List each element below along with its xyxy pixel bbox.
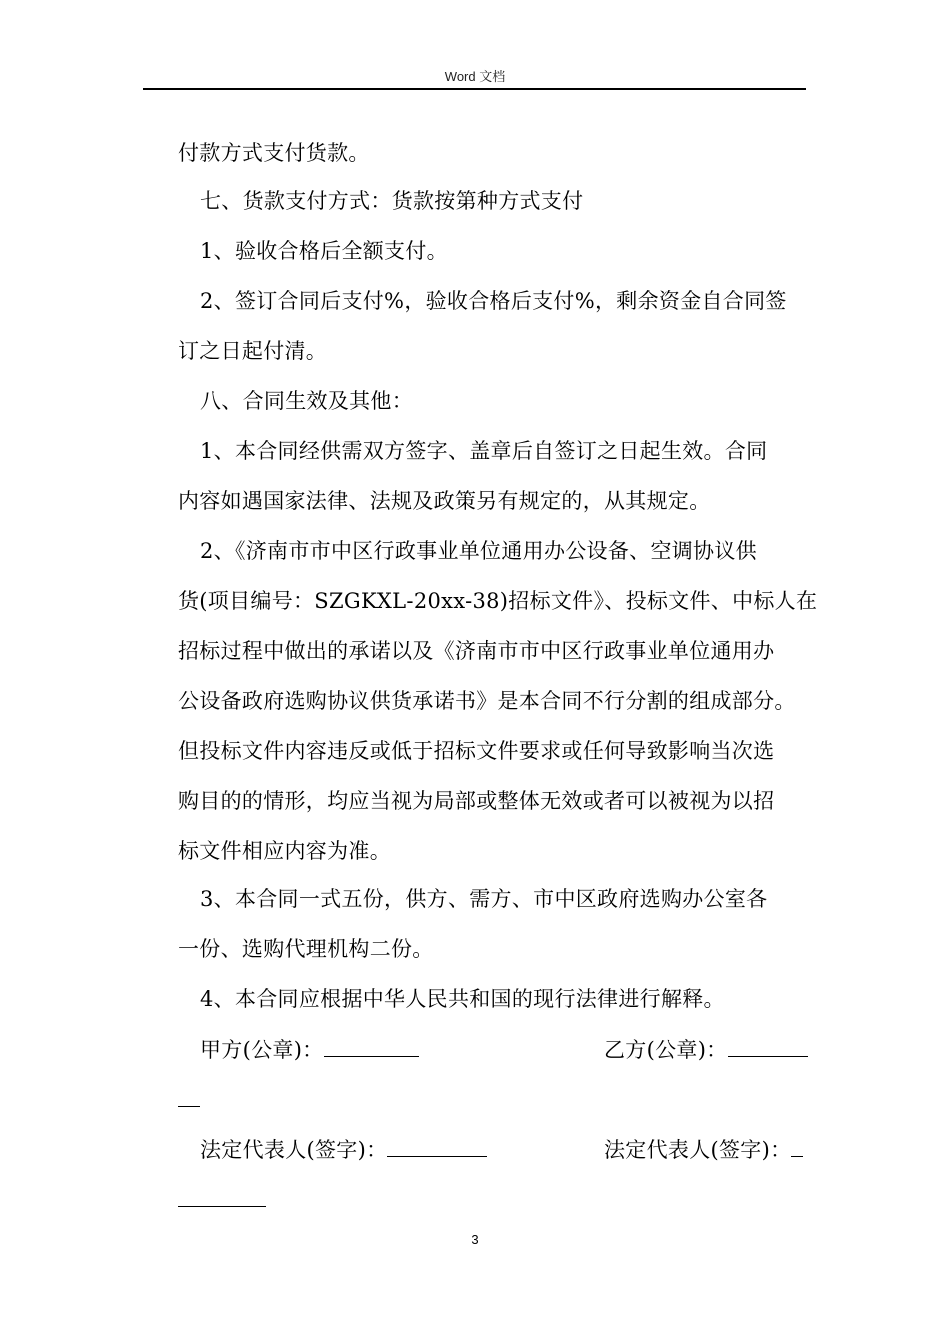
paragraph-line: 4、本合同应根据中华人民共和国的现行法律进行解释。 (200, 987, 725, 1011)
rep-b-signature-blank (791, 1134, 803, 1157)
rep-b-signature-blank-wrap (178, 1184, 266, 1207)
party-b-seal-blank (728, 1034, 808, 1057)
paragraph-line: 公设备政府选购协议供货承诺书》是本合同不行分割的组成部分。 (178, 689, 796, 713)
header-divider (143, 88, 806, 90)
rep-b-signature-blank-continued (178, 1184, 266, 1215)
party-a-seal-field (200, 1034, 419, 1065)
party-b-seal-blank-continued (178, 1084, 200, 1115)
paragraph-line: 2、《济南市市中区行政事业单位通用办公设备、空调协议供 (200, 539, 757, 563)
rep-a-signature-blank (387, 1134, 487, 1157)
paragraph-line: 内容如遇国家法律、法规及政策另有规定的，从其规定。 (178, 489, 711, 513)
paragraph-line: 招标过程中做出的承诺以及《济南市市中区行政事业单位通用办 (178, 639, 775, 663)
paragraph-line: 一份、选购代理机构二份。 (178, 937, 434, 961)
paragraph-line: 付款方式支付货款。 (178, 141, 370, 165)
page-number: 3 (471, 1232, 479, 1247)
paragraph-line: 订之日起付清。 (178, 339, 328, 363)
paragraph-line: 但投标文件内容违反或低于招标文件要求或任何导致影响当次选 (178, 739, 775, 763)
paragraph-line: 货(项目编号：SZGKXL-20xx-38)招标文件》、投标文件、中标人在 (178, 589, 818, 613)
party-a-seal-blank (324, 1034, 419, 1057)
paragraph-line: 2、签订合同后支付%，验收合格后支付%，剩余资金自合同签 (200, 289, 787, 313)
party-b-seal-blank-wrap (178, 1084, 200, 1107)
section-heading-effect: 八、合同生效及其他： (200, 389, 413, 413)
rep-a-signature-label: 法定代表人(签字)： (200, 1138, 388, 1162)
paragraph-line: 3、本合同一式五份，供方、需方、市中区政府选购办公室各 (200, 887, 768, 911)
paragraph-line: 1、本合同经供需双方签字、盖章后自签订之日起生效。合同 (200, 439, 768, 463)
party-a-seal-label: 甲方(公章)： (200, 1038, 324, 1062)
paragraph-line: 1、验收合格后全额支付。 (200, 239, 448, 263)
rep-b-signature-label: 法定代表人(签字)： (604, 1138, 792, 1162)
rep-a-signature-field (200, 1134, 487, 1165)
section-heading-payment: 七、货款支付方式：货款按第种方式支付 (200, 189, 584, 213)
party-b-seal-label: 乙方(公章)： (604, 1038, 728, 1062)
rep-b-signature-field (604, 1134, 803, 1165)
paragraph-line: 购目的的情形，均应当视为局部或整体无效或者可以被视为以招 (178, 789, 775, 813)
page-header-title: Word 文档 (444, 69, 506, 84)
party-b-seal-field (604, 1034, 808, 1065)
paragraph-line: 标文件相应内容为准。 (178, 839, 391, 863)
